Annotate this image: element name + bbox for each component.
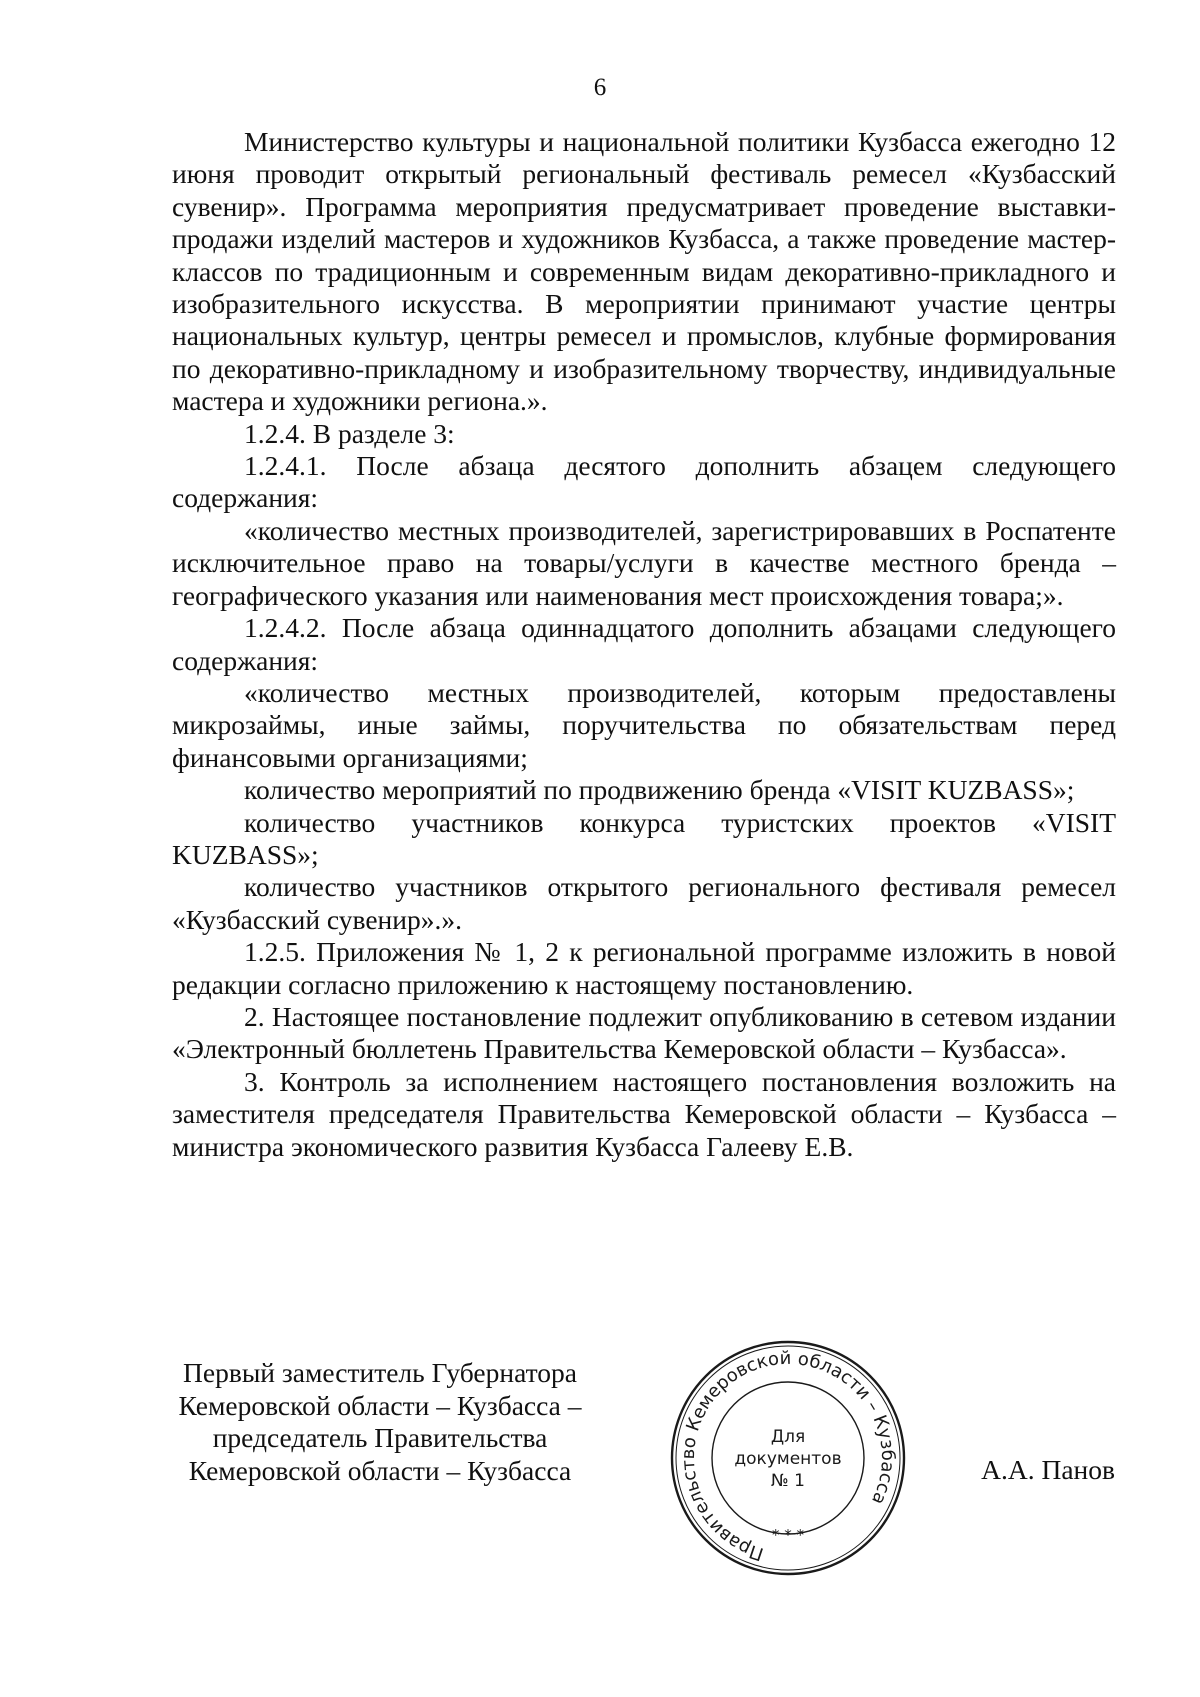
paragraph-festival-participants: количество участников открытого регионального фестиваля ремесел «Кузбасский сувенир».».: [172, 871, 1116, 935]
paragraph-1-2-4-1: 1.2.4.1. После абзаца десятого дополнить абзацем следующего содержания:: [172, 450, 1116, 514]
paragraph-1-2-4-2: 1.2.4.2. После абзаца одиннадцатого дополнить абзацами следующего содержания:: [172, 612, 1116, 676]
official-stamp: [668, 1338, 908, 1578]
stamp-center-line: № 1: [771, 1471, 805, 1491]
stamp-center-line: документов: [734, 1449, 842, 1469]
document-body: [172, 126, 1116, 1163]
stamp-ring-text: Правительство Кемеровской области – Кузбасса: [677, 1347, 899, 1565]
position-line: Первый заместитель Губернатора: [183, 1357, 577, 1388]
signer-name: А.А. Панов: [981, 1454, 1115, 1485]
signatory-position: [160, 1357, 600, 1487]
paragraph-rospatent: «количество местных производителей, зарегистрировавших в Роспатенте исключительное право на товары/услуги в качестве местного бренда – географического указания или наименования мест происхождения товара;».: [172, 514, 1116, 611]
paragraph-microloans: «количество местных производителей, которым предоставлены микрозаймы, иные займы, поручительства по обязательствам перед финансовыми организациями;: [172, 676, 1116, 773]
paragraph-section-3: 1.2.4. В разделе 3:: [244, 417, 455, 449]
paragraph-publication: 2. Настоящее постановление подлежит опубликованию в сетевом издании «Электронный бюллетень Правительства Кемеровской области – Кузбасса».: [172, 1000, 1116, 1065]
page-number: 6: [593, 74, 607, 101]
paragraph-festival: Министерство культуры и национальной политики Кузбасса ежегодно 12 июня проводит открытый региональный фестиваль ремесел «Кузбасский сувенир». Программа мероприятия предусматривает проведение выставки-продажи изделий мастеров и художников Кузбасса, а также проведение мастер-классов по традиционным и современным видам декоративно-прикладного и изобразительного искусства. В мероприятии принимают участие центры национальных культур, центры ремесел и промыслов, клубные формирования по декоративно-прикладному и изобразительному творчеству, индивидуальные мастера и художники региона.».: [172, 126, 1116, 417]
paragraph-contest-participants: количество участников конкурса туристских проектов «VISIT KUZBASS»;: [172, 806, 1116, 870]
paragraph-1-2-5: 1.2.5. Приложения № 1, 2 к региональной программе изложить в новой редакции согласно приложению к настоящему постановлению.: [172, 936, 1116, 1000]
position-line: Кемеровской области – Кузбасса: [188, 1454, 572, 1486]
stamp-center-line: Для: [770, 1427, 806, 1447]
stamp-stars: * * *: [771, 1526, 805, 1544]
paragraph-control: 3. Контроль за исполнением настоящего постановления возложить на заместителя председателя Правительства Кемеровской области – Кузбасса – министра экономического развития Кузбасса Галееву Е.В.: [172, 1065, 1116, 1162]
position-line: Кемеровской области – Кузбасса –: [178, 1389, 582, 1421]
position-line: председатель Правительства: [212, 1422, 548, 1453]
paragraph-brand-events: количество мероприятий по продвижению бренда «VISIT KUZBASS»;: [244, 774, 1075, 806]
